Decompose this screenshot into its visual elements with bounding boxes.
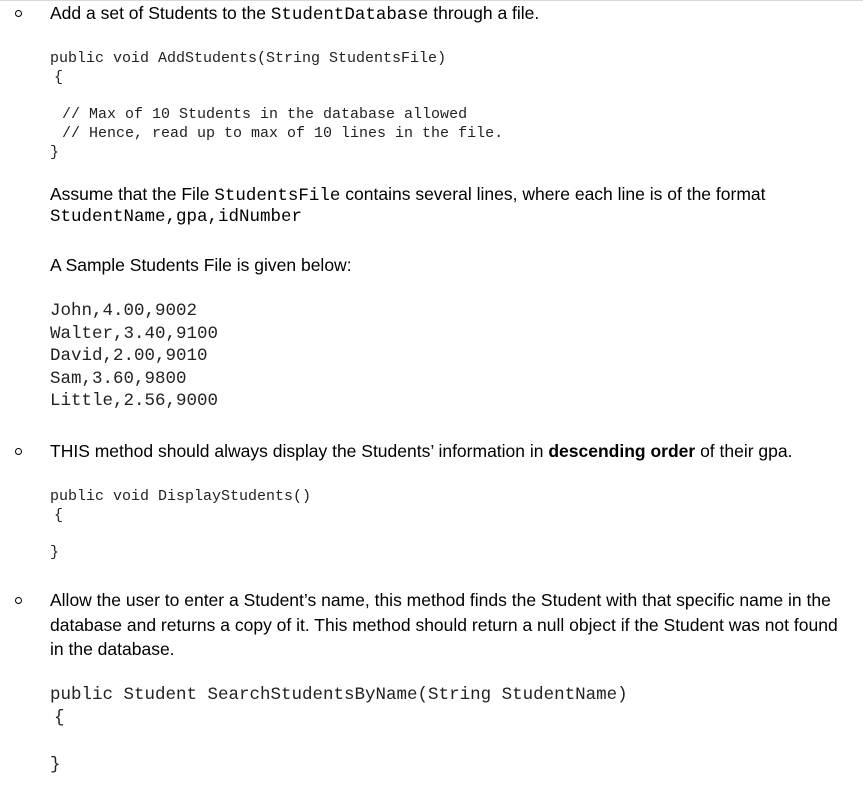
displaystudents-close-brace: }	[50, 544, 60, 561]
sample-line: John,4.00,9002	[50, 301, 198, 321]
section2-text-post: of their gpa.	[695, 441, 793, 461]
sample-line: Walter,3.40,9100	[50, 324, 219, 344]
section1-intro-code: StudentDatabase	[270, 5, 429, 25]
assume-post: contains several lines, where each line is of the format	[340, 184, 766, 204]
section2-text-pre: THIS method should always display the Students’ information in	[50, 441, 549, 461]
addstudents-comment-1: // Max of 10 Students in the database allowed	[62, 106, 468, 123]
format-line: StudentName,gpa,idNumber	[50, 207, 303, 227]
addstudents-open-brace: {	[54, 69, 64, 86]
addstudents-close-brace: }	[50, 144, 60, 161]
sample-line: Sam,3.60,9800	[50, 369, 187, 389]
displaystudents-open-brace: {	[54, 507, 64, 524]
sample-heading: A Sample Students File is given below:	[50, 255, 352, 275]
bullet-2	[15, 448, 22, 455]
addstudents-comment-2: // Hence, read up to max of 10 lines in the file.	[62, 125, 504, 142]
section2-text-bold: descending order	[548, 441, 696, 461]
bullet-3	[15, 597, 22, 604]
sample-line: David,2.00,9010	[50, 346, 208, 366]
searchstudents-signature: public Student SearchStudentsByName(String StudentName)	[50, 685, 628, 705]
section1-intro	[50, 1, 539, 28]
searchstudents-open-brace: {	[54, 708, 65, 728]
searchstudents-close-brace: }	[50, 755, 61, 775]
section2-text	[50, 439, 793, 464]
sample-line: Little,2.56,9000	[50, 391, 219, 411]
assume-pre: Assume that the File	[50, 184, 215, 204]
assume-code: StudentsFile	[214, 186, 341, 206]
displaystudents-signature: public void DisplayStudents()	[50, 488, 312, 505]
bullet-1	[15, 10, 22, 17]
addstudents-signature: public void AddStudents(String StudentsFile)	[50, 50, 447, 67]
section3-text: Allow the user to enter a Student’s name, this method finds the Student with that specific name in the database and returns a copy of it. This method should return a null object if the Student was not found in the database.	[50, 590, 838, 659]
section1-intro-post: through a file.	[428, 3, 540, 23]
section1-intro-pre: Add a set of Students to the	[50, 3, 271, 23]
